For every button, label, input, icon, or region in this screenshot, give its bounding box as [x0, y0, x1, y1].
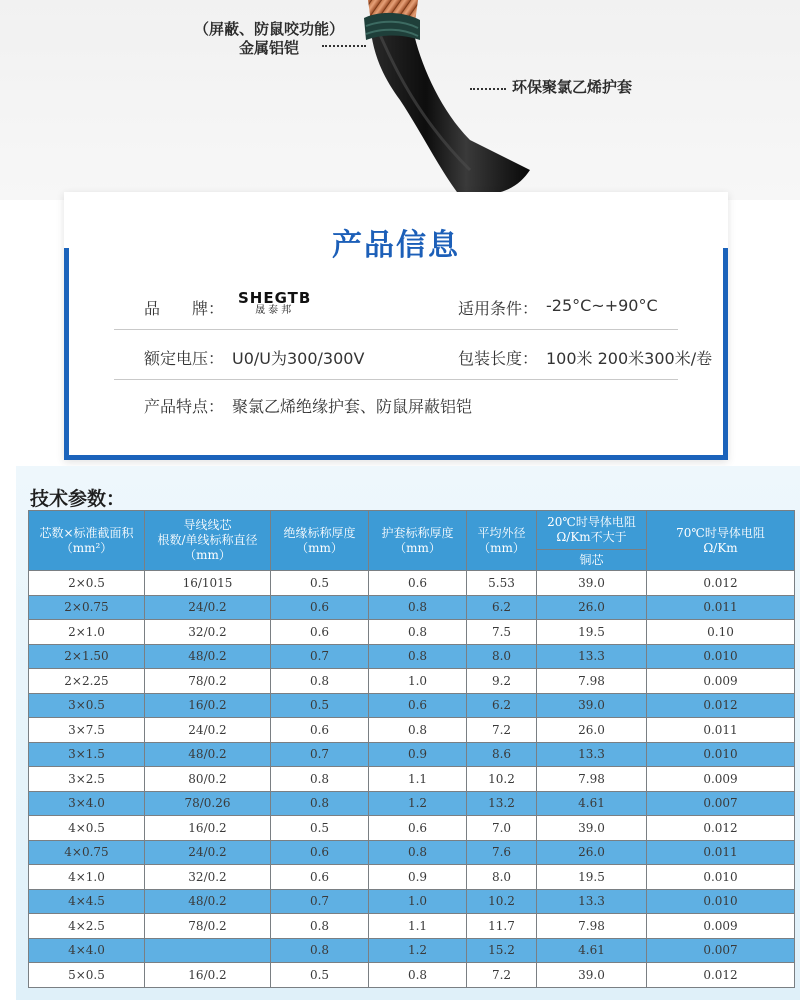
- cell-insulation: 0.5: [271, 816, 369, 841]
- shield-callout: [184, 20, 354, 58]
- shield-leader-line: [322, 45, 366, 47]
- header-sheath: [369, 511, 467, 571]
- cell-resistance-20: 19.5: [537, 620, 647, 645]
- conditions-value: -25°C~+90°C: [546, 296, 658, 315]
- cell-sheath: 0.6: [369, 816, 467, 841]
- header-resistance-20-line1: 20℃时导体电阻: [547, 515, 636, 529]
- cell-cores-area: 3×0.5: [29, 693, 145, 718]
- cell-cores-area: 2×0.75: [29, 595, 145, 620]
- cell-sheath: 0.8: [369, 718, 467, 743]
- cell-resistance-70: 0.010: [647, 889, 795, 914]
- cell-insulation: 0.5: [271, 693, 369, 718]
- cell-conductor: 80/0.2: [145, 767, 271, 792]
- cell-sheath: 1.2: [369, 938, 467, 963]
- cell-cores-area: 4×4.5: [29, 889, 145, 914]
- cell-conductor: 48/0.2: [145, 644, 271, 669]
- voltage-label: 额定电压：: [144, 349, 225, 368]
- cell-sheath: 0.8: [369, 644, 467, 669]
- cell-cores-area: 3×1.5: [29, 742, 145, 767]
- cell-cores-area: 3×2.5: [29, 767, 145, 792]
- cell-outer-diameter: 7.2: [467, 963, 537, 988]
- table-row: [29, 938, 795, 963]
- cell-conductor: 16/0.2: [145, 816, 271, 841]
- cell-outer-diameter: 7.0: [467, 816, 537, 841]
- cell-outer-diameter: 7.6: [467, 840, 537, 865]
- header-conductor-line3: （mm）: [184, 548, 231, 562]
- cell-cores-area: 4×4.0: [29, 938, 145, 963]
- cell-cores-area: 4×0.75: [29, 840, 145, 865]
- cell-cores-area: 2×1.0: [29, 620, 145, 645]
- cell-outer-diameter: 15.2: [467, 938, 537, 963]
- table-row: [29, 865, 795, 890]
- table-row: [29, 816, 795, 841]
- cell-resistance-20: 39.0: [537, 693, 647, 718]
- cell-outer-diameter: 8.0: [467, 644, 537, 669]
- cell-outer-diameter: 10.2: [467, 889, 537, 914]
- cell-conductor: 78/0.2: [145, 669, 271, 694]
- product-info-title: 产品信息: [332, 228, 460, 263]
- cell-conductor: 48/0.2: [145, 889, 271, 914]
- cell-sheath: 0.9: [369, 742, 467, 767]
- cell-insulation: 0.6: [271, 840, 369, 865]
- cell-insulation: 0.8: [271, 767, 369, 792]
- header-insulation-line1: 绝缘标称厚度: [283, 525, 356, 540]
- cell-sheath: 0.6: [369, 571, 467, 596]
- cell-resistance-70: 0.012: [647, 693, 795, 718]
- cell-cores-area: 4×1.0: [29, 865, 145, 890]
- cell-resistance-20: 39.0: [537, 963, 647, 988]
- cell-insulation: 0.8: [271, 669, 369, 694]
- cell-outer-diameter: 5.53: [467, 571, 537, 596]
- header-conductor-line2: 根数/单线标称直径: [157, 533, 258, 547]
- cell-conductor: 16/1015: [145, 571, 271, 596]
- cell-resistance-70: 0.10: [647, 620, 795, 645]
- header-resistance-70: [647, 511, 795, 571]
- features-value: 聚氯乙烯绝缘护套、防鼠屏蔽铝铠: [232, 397, 473, 416]
- cell-conductor: 24/0.2: [145, 718, 271, 743]
- cell-cores-area: 5×0.5: [29, 963, 145, 988]
- header-resistance-20: [537, 511, 647, 550]
- cell-resistance-70: 0.009: [647, 767, 795, 792]
- cell-resistance-20: 39.0: [537, 816, 647, 841]
- cell-resistance-70: 0.007: [647, 938, 795, 963]
- header-sheath-line1: 护套标称厚度: [381, 525, 454, 540]
- cell-outer-diameter: 10.2: [467, 767, 537, 792]
- cell-insulation: 0.6: [271, 620, 369, 645]
- cell-cores-area: 3×4.0: [29, 791, 145, 816]
- cell-cores-area: 2×1.50: [29, 644, 145, 669]
- cell-insulation: 0.6: [271, 718, 369, 743]
- cell-conductor: 24/0.2: [145, 595, 271, 620]
- cell-insulation: 0.6: [271, 595, 369, 620]
- cell-insulation: 0.7: [271, 889, 369, 914]
- cell-resistance-70: 0.009: [647, 914, 795, 939]
- cell-cores-area: 2×2.25: [29, 669, 145, 694]
- header-cores-area-line1: 芯数×标准截面积: [39, 525, 134, 540]
- table-row: [29, 595, 795, 620]
- header-resistance-70-line1: 70℃时导体电阻: [676, 525, 765, 540]
- param-table: [28, 510, 795, 988]
- cell-conductor: 16/0.2: [145, 693, 271, 718]
- cell-sheath: 0.6: [369, 693, 467, 718]
- info-row-voltage: [114, 329, 713, 380]
- header-conductor: [145, 511, 271, 571]
- cell-resistance-70: 0.011: [647, 718, 795, 743]
- header-cores-area: [29, 511, 145, 571]
- cell-resistance-70: 0.012: [647, 963, 795, 988]
- brand-logo: [238, 291, 311, 316]
- cell-insulation: 0.8: [271, 791, 369, 816]
- table-row: [29, 718, 795, 743]
- cell-resistance-20: 26.0: [537, 595, 647, 620]
- cell-resistance-70: 0.009: [647, 669, 795, 694]
- sheath-leader-line: [470, 88, 506, 90]
- cell-insulation: 0.6: [271, 865, 369, 890]
- cell-sheath: 1.1: [369, 914, 467, 939]
- cell-resistance-20: 39.0: [537, 571, 647, 596]
- header-outer-diameter: [467, 511, 537, 571]
- cell-conductor: [145, 938, 271, 963]
- cell-outer-diameter: 11.7: [467, 914, 537, 939]
- cable-illustration: [0, 0, 800, 200]
- info-row-brand: [114, 279, 678, 330]
- cell-resistance-20: 7.98: [537, 669, 647, 694]
- cell-outer-diameter: 6.2: [467, 693, 537, 718]
- tech-heading: 技术参数：: [30, 488, 126, 510]
- cell-outer-diameter: 8.6: [467, 742, 537, 767]
- cell-cores-area: 4×0.5: [29, 816, 145, 841]
- sheath-callout: 环保聚氯乙烯护套: [512, 78, 633, 96]
- header-conductor-line1: 导线线芯: [183, 518, 232, 532]
- header-resistance-20-line2: Ω/Km不大于: [556, 530, 627, 544]
- cell-resistance-20: 26.0: [537, 718, 647, 743]
- cell-insulation: 0.8: [271, 914, 369, 939]
- cell-sheath: 0.8: [369, 840, 467, 865]
- cell-cores-area: 3×7.5: [29, 718, 145, 743]
- table-row: [29, 742, 795, 767]
- cell-resistance-20: 13.3: [537, 644, 647, 669]
- cell-resistance-70: 0.011: [647, 840, 795, 865]
- cell-outer-diameter: 8.0: [467, 865, 537, 890]
- info-row-features: [114, 377, 678, 427]
- shield-callout-line2: 金属铝铠: [238, 39, 299, 57]
- cell-resistance-70: 0.010: [647, 865, 795, 890]
- cell-conductor: 48/0.2: [145, 742, 271, 767]
- cell-resistance-20: 26.0: [537, 840, 647, 865]
- cell-resistance-70: 0.007: [647, 791, 795, 816]
- table-row: [29, 889, 795, 914]
- table-row: [29, 644, 795, 669]
- cell-resistance-70: 0.012: [647, 571, 795, 596]
- table-row: [29, 914, 795, 939]
- cell-sheath: 0.8: [369, 963, 467, 988]
- header-cores-area-line2: （mm²）: [60, 540, 113, 555]
- cell-sheath: 0.8: [369, 620, 467, 645]
- cell-resistance-20: 7.98: [537, 914, 647, 939]
- cell-resistance-70: 0.010: [647, 644, 795, 669]
- product-info-card: [64, 192, 728, 460]
- header-resistance-70-line2: Ω/Km: [703, 540, 738, 555]
- header-sheath-line2: （mm）: [394, 540, 441, 555]
- voltage-value: U0/U为300/300V: [232, 349, 365, 368]
- table-row: [29, 693, 795, 718]
- length-value: 100米 200米300米/卷: [546, 349, 713, 368]
- header-insulation-line2: （mm）: [296, 540, 343, 555]
- cell-resistance-70: 0.012: [647, 816, 795, 841]
- cell-cores-area: 4×2.5: [29, 914, 145, 939]
- table-row: [29, 669, 795, 694]
- table-row: [29, 767, 795, 792]
- cell-sheath: 0.9: [369, 865, 467, 890]
- cell-insulation: 0.7: [271, 644, 369, 669]
- cell-resistance-70: 0.011: [647, 595, 795, 620]
- length-label: 包装长度：: [458, 349, 539, 368]
- header-outer-diameter-line2: （mm）: [478, 540, 525, 555]
- cell-cores-area: 2×0.5: [29, 571, 145, 596]
- cell-resistance-20: 19.5: [537, 865, 647, 890]
- cell-resistance-20: 7.98: [537, 767, 647, 792]
- cell-resistance-20: 4.61: [537, 791, 647, 816]
- cell-conductor: 78/0.2: [145, 914, 271, 939]
- table-row: [29, 963, 795, 988]
- header-outer-diameter-line1: 平均外径: [477, 525, 526, 540]
- cell-conductor: 32/0.2: [145, 620, 271, 645]
- cell-conductor: 24/0.2: [145, 840, 271, 865]
- cell-resistance-70: 0.010: [647, 742, 795, 767]
- cell-resistance-20: 13.3: [537, 889, 647, 914]
- cell-conductor: 32/0.2: [145, 865, 271, 890]
- conditions-label: 适用条件：: [458, 299, 539, 318]
- cell-sheath: 1.2: [369, 791, 467, 816]
- table-row: [29, 791, 795, 816]
- header-insulation: [271, 511, 369, 571]
- cell-outer-diameter: 7.5: [467, 620, 537, 645]
- brand-logo-text: SHEGTB: [238, 289, 312, 307]
- features-label: 产品特点：: [144, 397, 225, 416]
- header-copper-core: 铜芯: [537, 550, 647, 571]
- shield-callout-line1: （屏蔽、防鼠咬功能）: [193, 20, 344, 38]
- cell-outer-diameter: 6.2: [467, 595, 537, 620]
- brand-label: 品 牌：: [144, 299, 225, 318]
- cell-sheath: 0.8: [369, 595, 467, 620]
- cell-resistance-20: 4.61: [537, 938, 647, 963]
- brand-logo-cn: 晟泰邦: [255, 305, 295, 316]
- table-row: [29, 620, 795, 645]
- cable-image: [0, 0, 800, 200]
- param-table-body: [29, 571, 795, 988]
- table-row: [29, 840, 795, 865]
- cell-conductor: 78/0.26: [145, 791, 271, 816]
- cell-insulation: 0.5: [271, 963, 369, 988]
- cell-outer-diameter: 9.2: [467, 669, 537, 694]
- cell-insulation: 0.7: [271, 742, 369, 767]
- cell-insulation: 0.5: [271, 571, 369, 596]
- cell-sheath: 1.0: [369, 669, 467, 694]
- cell-sheath: 1.0: [369, 889, 467, 914]
- table-row: [29, 571, 795, 596]
- cell-conductor: 16/0.2: [145, 963, 271, 988]
- cell-resistance-20: 13.3: [537, 742, 647, 767]
- cell-insulation: 0.8: [271, 938, 369, 963]
- cell-outer-diameter: 13.2: [467, 791, 537, 816]
- cell-sheath: 1.1: [369, 767, 467, 792]
- cell-outer-diameter: 7.2: [467, 718, 537, 743]
